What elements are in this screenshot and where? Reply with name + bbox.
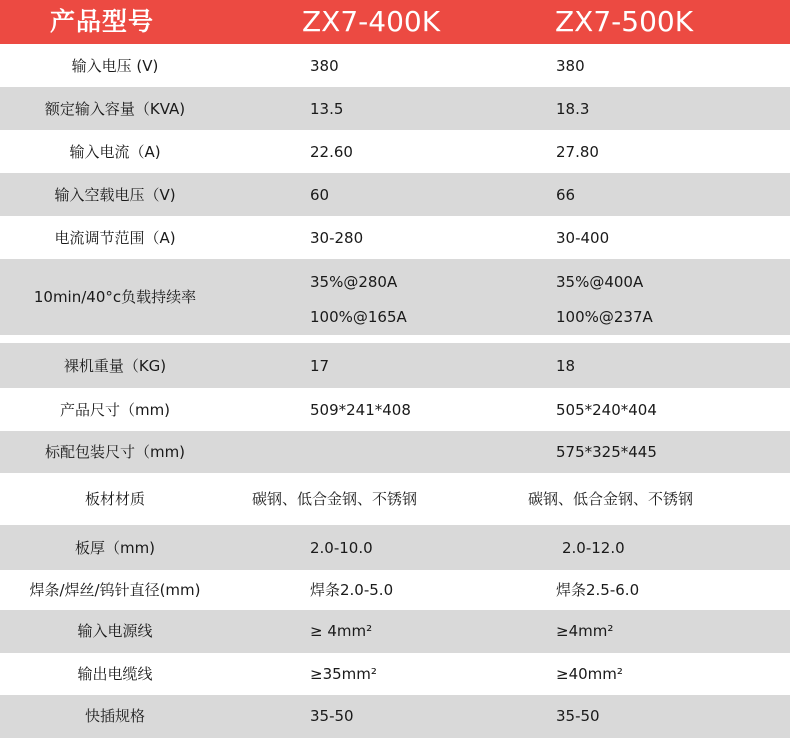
row-label: 输出电缆线 xyxy=(77,665,153,683)
table-row xyxy=(0,653,790,695)
row-value-model-1: 焊条2.0-5.0 xyxy=(310,581,394,599)
row-label: 输入电源线 xyxy=(77,622,153,640)
row-label: 板厚（mm) xyxy=(74,539,156,557)
table-row xyxy=(0,431,790,473)
row-value-model-1-line-2: 100%@165A xyxy=(310,308,407,326)
row-label: 板材材质 xyxy=(84,490,145,508)
row-gap xyxy=(0,335,790,343)
row-value-model-2: 27.80 xyxy=(556,143,599,161)
row-value-model-2: 18 xyxy=(556,357,576,375)
table-row xyxy=(0,173,790,216)
row-label: 快插规格 xyxy=(84,707,145,725)
table-row xyxy=(0,130,790,173)
row-value-model-1: 60 xyxy=(310,186,330,204)
row-value-model-2: 2.0-12.0 xyxy=(562,539,625,557)
table-row xyxy=(0,388,790,431)
row-value-model-2: 380 xyxy=(556,57,585,75)
row-label: 裸机重量（KG) xyxy=(63,357,167,375)
row-label: 电流调节范围（A) xyxy=(54,229,176,247)
row-value-model-1: 35-50 xyxy=(310,707,354,725)
row-value-model-1: 2.0-10.0 xyxy=(310,539,373,557)
table-row xyxy=(0,473,790,525)
table-row xyxy=(0,570,790,610)
header-model-1: ZX7-400K xyxy=(302,5,441,38)
row-label: 标配包装尺寸（mm) xyxy=(44,443,186,461)
row-value-model-1: 30-280 xyxy=(310,229,364,247)
row-label: 产品尺寸（mm) xyxy=(59,401,171,419)
row-value-model-2: 575*325*445 xyxy=(556,443,657,461)
row-label: 额定输入容量（KVA) xyxy=(44,100,186,118)
row-label: 输入电流（A) xyxy=(69,143,161,161)
header-label: 产品型号 xyxy=(50,7,155,36)
header-model-2: ZX7-500K xyxy=(555,5,694,38)
row-value-model-1: 17 xyxy=(310,357,330,375)
row-value-model-2: 505*240*404 xyxy=(556,401,657,419)
table-row xyxy=(0,259,790,335)
table-row xyxy=(0,216,790,259)
table-row xyxy=(0,87,790,130)
row-label: 10min/40°c负载持续率 xyxy=(33,288,197,306)
row-value-model-2: 30-400 xyxy=(556,229,610,247)
row-value-model-2: ≥40mm² xyxy=(556,665,623,683)
row-value-model-1: 509*241*408 xyxy=(310,401,411,419)
row-label: 焊条/焊丝/钨针直径(mm) xyxy=(29,581,201,599)
row-value-model-1: 380 xyxy=(310,57,339,75)
row-value-model-1: ≥ 4mm² xyxy=(310,622,373,640)
row-value-model-2: 焊条2.5-6.0 xyxy=(556,581,640,599)
row-value-model-1: 碳钢、低合金钢、不锈钢 xyxy=(252,490,418,508)
table-row xyxy=(0,695,790,738)
row-value-model-2: 66 xyxy=(556,186,576,204)
row-value-model-1: ≥35mm² xyxy=(310,665,377,683)
row-value-model-2: 18.3 xyxy=(556,100,590,118)
table-row xyxy=(0,610,790,653)
table-row xyxy=(0,343,790,388)
row-label: 输入空载电压（V) xyxy=(54,186,176,204)
row-value-model-1-line-1: 35%@280A xyxy=(310,273,398,291)
row-value-model-2: ≥4mm² xyxy=(556,622,614,640)
table-row xyxy=(0,525,790,570)
row-value-model-2: 碳钢、低合金钢、不锈钢 xyxy=(528,490,694,508)
table-header xyxy=(0,0,790,44)
row-value-model-1: 22.60 xyxy=(310,143,353,161)
table-row xyxy=(0,44,790,87)
row-value-model-2-line-1: 35%@400A xyxy=(556,273,644,291)
row-value-model-2: 35-50 xyxy=(556,707,600,725)
row-label: 输入电压 (V) xyxy=(71,57,159,75)
row-value-model-1: 13.5 xyxy=(310,100,344,118)
row-value-model-2-line-2: 100%@237A xyxy=(556,308,653,326)
